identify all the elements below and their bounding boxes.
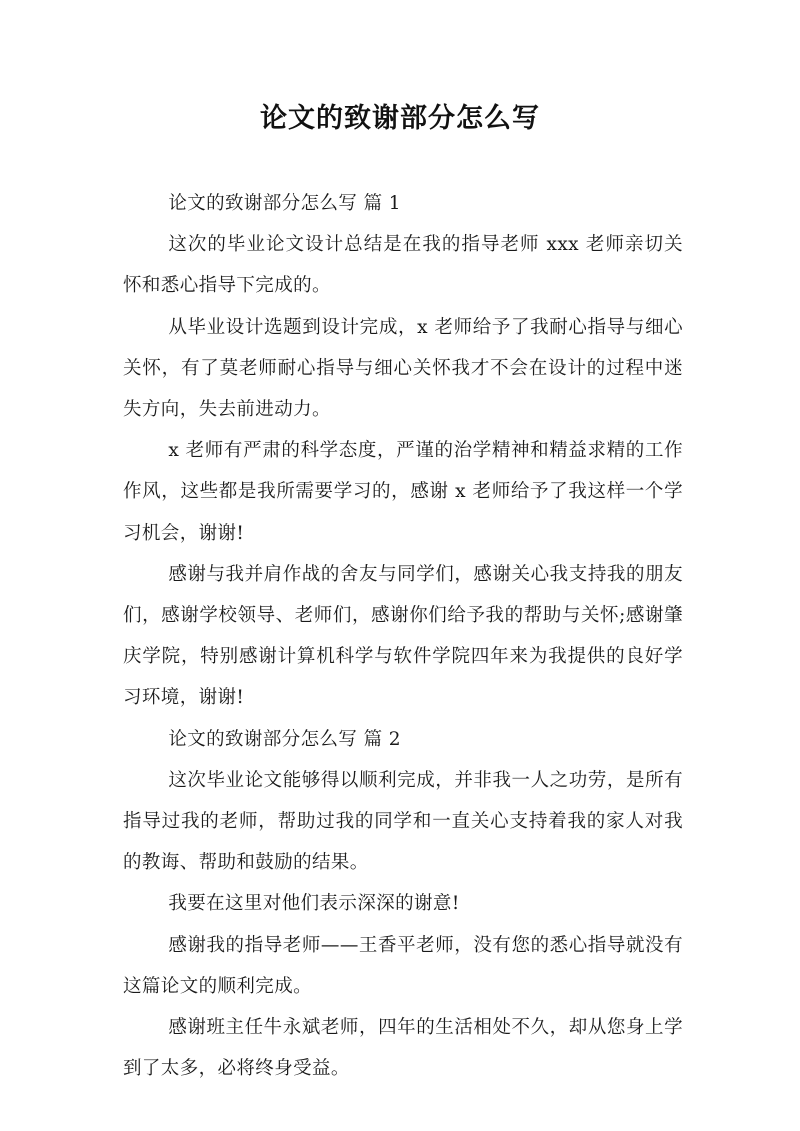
section-heading: 论文的致谢部分怎么写 篇 2 [168, 728, 401, 750]
document-title: 论文的致谢部分怎么写 [260, 103, 540, 134]
paragraph: 这次的毕业论文设计总结是在我的指导老师 xxx 老师亲切关怀和悉心指导下完成的。 [123, 234, 683, 297]
document-body [123, 183, 683, 1089]
paragraph: 感谢与我并肩作战的舍友与同学们，感谢关心我支持我的朋友们，感谢学校领导、老师们，感谢你们给予我的帮助与关怀;感谢肇庆学院，特别感谢计算机科学与软件学院四年来为我提供的良好学习环境，谢谢! [123, 563, 683, 709]
paragraph: x 老师有严肃的科学态度，严谨的治学精神和精益求精的工作作风，这些都是我所需要学习的，感谢 x 老师给予了我这样一个学习机会，谢谢! [123, 440, 683, 544]
paragraph: 从毕业设计选题到设计完成，x 老师给予了我耐心指导与细心关怀，有了莫老师耐心指导与细心关怀我才不会在设计的过程中迷失方向，失去前进动力。 [123, 316, 683, 421]
paragraph: 感谢我的指导老师——王香平老师，没有您的悉心指导就没有这篇论文的顺利完成。 [123, 934, 683, 997]
paragraph: 这次毕业论文能够得以顺利完成，并非我一人之功劳，是所有指导过我的老师，帮助过我的同学和一直关心支持着我的家人对我的教诲、帮助和鼓励的结果。 [123, 769, 683, 874]
section-heading: 论文的致谢部分怎么写 篇 1 [168, 193, 401, 214]
paragraph: 我要在这里对他们表示深深的谢意! [168, 893, 460, 915]
paragraph: 感谢班主任牛永斌老师，四年的生活相处不久，却从您身上学到了太多，必将终身受益。 [123, 1017, 683, 1080]
